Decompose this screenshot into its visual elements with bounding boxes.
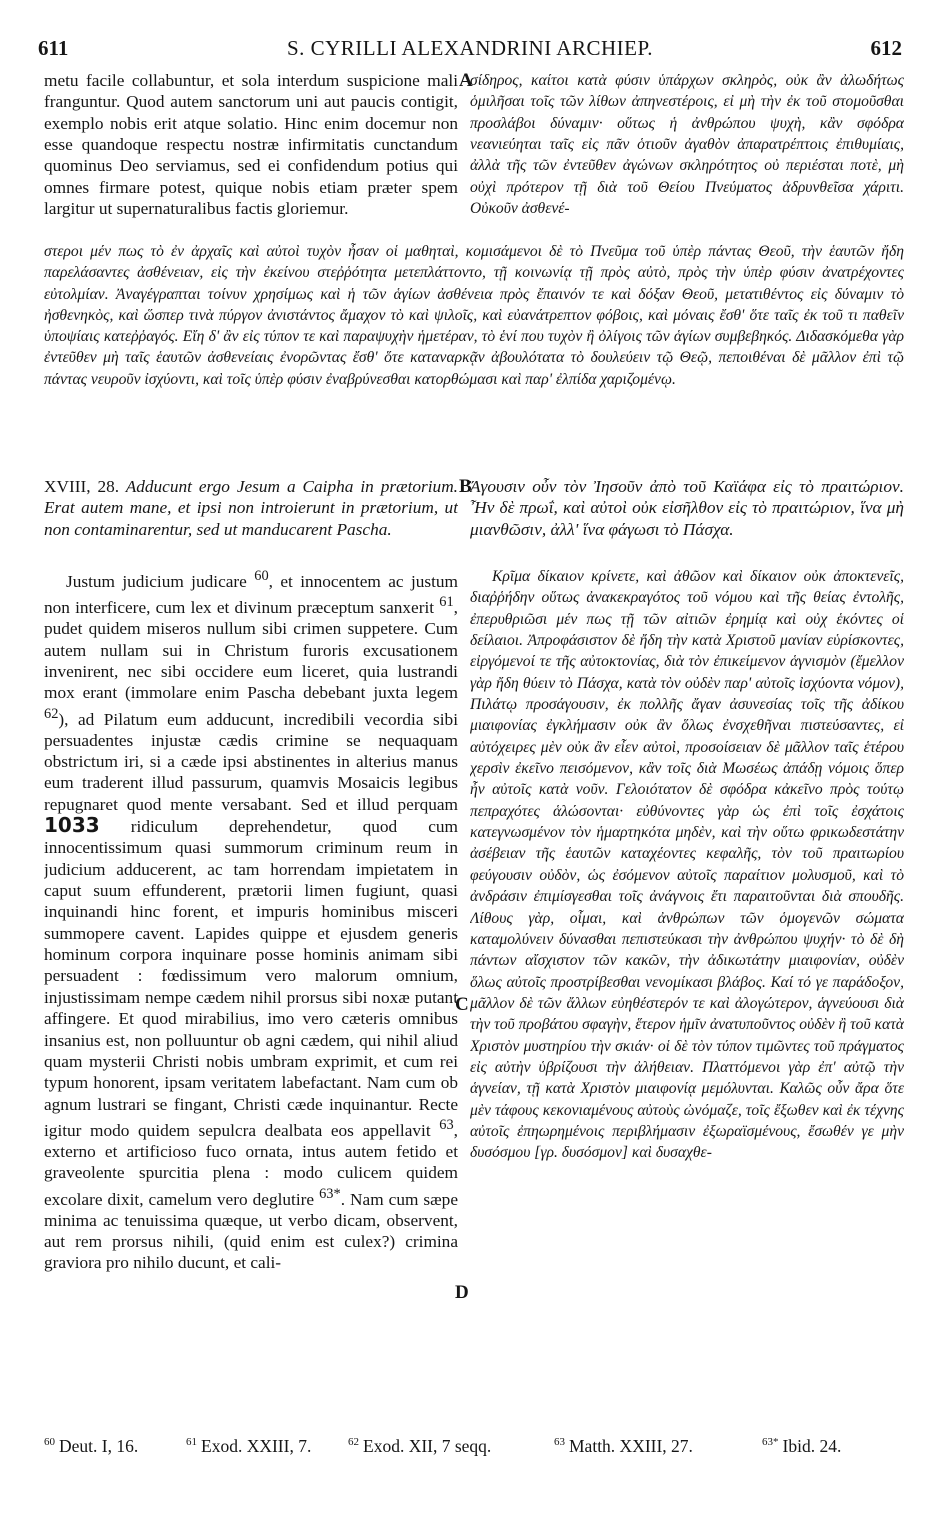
running-title: S. CYRILLI ALEXANDRINI ARCHIEP.: [286, 36, 654, 60]
latin-text: , pudet quidem miseros nullum sibi crimen suppetere. Cum autem nullam sui in Christum furoris excusationem invenirent, nec sibi occidere eum liceret, quia lustrandi mox erant (immolare enim Pascha debebant juxta legem: [44, 597, 458, 703]
margin-letter-b: B: [459, 476, 472, 497]
latin-text: , et innocentem ac justum non interficere, cum lex et divinum præceptum sanxerit: [44, 571, 458, 617]
footnote: $^{63}$ Matth. XXIII, 27.: [554, 1436, 693, 1456]
footnote-ref: 60: [254, 568, 269, 584]
latin-text: ), ad Pilatum eum adducunt, incredibili vecordia sibi persuadentes injustæ cædis crimine se nequaquam obstrictum iri, si a cæde ipsi abstinentes in alterius manus eum traderent illud passurum, quamvis Mosaicis legibus repugnaret quod mente versabant. Sed et illud perquam: [44, 709, 458, 814]
page-number-right: 612: [870, 36, 902, 60]
greek-verse: Ἄγουσιν οὖν τὸν Ἰησοῦν ἀπὸ τοῦ Καϊάφα εἰς τὸ πραιτώριον. Ἦν δὲ πρωΐ, καὶ αὐτοὶ οὐκ εἰσῆλθον εἰς τὸ πραιτώριον, ἵνα μὴ μιανθῶσιν, ἀλλ' ἵνα φάγωσι τὸ Πάσχα.: [470, 477, 904, 539]
footnote: $^{63*}$ Ibid. 24.: [762, 1436, 842, 1456]
footnotes: [44, 1436, 904, 1462]
greek-commentary: Κρῖμα δίκαιον κρίνετε, καὶ ἀθῶον καὶ δίκαιον οὐκ ἀποκτενεῖς, διαῤῥήδην οὕτως ἀνακεκραγότος τοῦ νόμου καὶ τῆς θείας ἐντολῆς, ἐπερυθριῶσι μέν πως τῇ τῶν αἰτιῶν ἐρημίᾳ καὶ οὐχ ἑκόντες οἱ δείλαιοι. Ἀπροφάσιστον δὲ ἤδη τὴν κατὰ Χριστοῦ μανίαν εὑρίσκοντες, εἰργόμενοί τε τῆς αὐτοκτονίας, διὰ τὸν ἐπικείμενον ἁγνισμὸν (ἔμελλον γὰρ ἤδη θύειν τὸ Πάσχα, κατὰ τὸν οὐδὲν παρ' αὐτοῖς ἰσχύοντα νόμον), Πιλάτῳ προσάγουσιν, ἐκ πολλῆς ἄγαν ἀσυνεσίας τοῖς τῆς ἀδίκου μιαιφονίας ἐγκλήμασιν οὐκ ἂν ὅλως ἐνσχεθῆναι πιστεύσαντες, εἰ αὐτόχειρες μὲν οὐκ ἂν εἶεν αὐτοὶ, προσοίσειαν δὲ μᾶλλον ταῖς ἑτέρου χερσὶν ἐκεῖνο πεισόμενον, κἂν τοῖς διὰ Μωσέως ἀπάδῃ νόμοις ὅπερ ἦν αὐτοῖς κατὰ νοῦν. Γελοιότατον δὲ σφόδρα κἀκεῖνο πρὸς τούτῳ πεπραχότες ἁλώσονται· εὐθύνοντες γὰρ ὡς ἐπὶ τοῖς ἐσχάτοις κατεγνωσμένον τὸν ἡμαρτηκότα μηδὲν, καὶ τὴν οὕτω φρικωδεστάτην ἀσέβειαν τῆς ἑαυτῶν καταχέοντες κεφαλῆς, τὸν τοῦ πραιτωρίου φεύγουσιν οὐδὸν, ὡς ἐσόμενον αὐτοῖς παραίτιον μολυσμοῦ, καὶ τὸ ἀνδράσιν ἐπιμίσγεσθαι τοῖς ἀνάγνοις ἔτι παραιτοῦνται διὰ σπουδῆς. Λίθους γὰρ, οἶμαι, καὶ ἀνθρώπων τῶν ὁμογενῶν σώματα καταμολύνειν δύνασθαι πεπιστεύκασι τὴν ἀνθρώπου ψυχήν· τὸ δὲ δὴ πάντων αἴσχιστον τῶν κακῶν, τὴν ἀδικωτάτην μιαιφονίαν, οὐδὲν ὅλως αὐτοῖς προστρίβεσθαι νενομίκασι βλάβος. Καί τό γε παράδοξον, μᾶλλον δὲ τῶν ἄλλων εὐηθέστερόν τε καὶ ἀλογώτερον, ἁγνεύουσι διὰ τὴν τοῦ προβάτου σφαγὴν, ἕτερον ἡμῖν ἀνατυποῦντος οὐδὲν ἢ τοῦ κατὰ Χριστὸν μυστηρίου τὴν σκιάν· οἱ δὲ τὸν τύπον τιμῶντες τοῦ πράγματος εἰς αὐτὴν ὑβρίζουσι τὴν ἀλήθειαν. Πλαττόμενοι γὰρ ἐπ' αὐτῷ τὴν ἁγνείαν, τῇ κατὰ Χριστὸν μιαιφονίᾳ μεμόλυνται. Καλῶς οὖν ἄρα ὅτε μὲν τάφους κεκονιαμένους αὐτοὺς ὠνόμαζε, τοῖς ἔξωθεν καὶ ἐκ τέχνης αὐτοῖς ἐπηωρημένοις περιβλήμασιν ἐξωραϊσμένους, ἔσωθέν γε μὴν δυσόσμου [γρ. δυσόσμον] καὶ δυσαχθε-: [470, 568, 904, 1162]
chapter-number: XVIII, 28.: [44, 477, 120, 496]
greek-column-top: σίδηρος, καίτοι κατὰ φύσιν ὑπάρχων σκληρὸς, οὐκ ἂν ἀλωδήτως ὁμιλῆσαι τοῖς τῶν λίθων ἀπηνεστέροις, εἰ μὴ τὴν ἐκ τοῦ στομοῦσθαι προσλάβοι δύναμιν· οὕτως ἡ ἀνθρώπου ψυχὴ, κἂν σφόδρα νεανιεύηται ταῖς εἰς πᾶν ὁτιοῦν ἀγαθὸν ἀπαρατρέπτοις ἐπιθυμίαις, ἀλλὰ τῆς τῶν ἐντεῦθεν ἀγώνων σκληρότητος οὐ περιέσται ποτὲ, μὴ οὐχὶ πρότερον τῇ διὰ τοῦ Θείου Πνεύματος ἀδρυνθεῖσα χάριτι. Οὐκοῦν ἀσθενέ-: [470, 72, 904, 218]
latin-text: . Nam cum sæpe minima ac tenuissima quæque, ut verbo dicam, observent, aut rem prorsus nihili, (quid enim est culex?) crimina graviora pro nihilo ducunt, et cali-: [44, 1189, 458, 1273]
footnote-ref: 63*: [319, 1185, 341, 1202]
margin-letter-c: C: [455, 994, 469, 1015]
margin-letter-d: D: [455, 1282, 469, 1303]
latin-text: Justum judicium judicare: [66, 571, 247, 591]
page-marker: 1033: [44, 813, 100, 838]
greek-full-width-paragraph: στεροι μέν πως τὸ ἐν ἀρχαῖς καὶ αὐτοὶ τυχὸν ἦσαν οἱ μαθηταὶ, κομισάμενοι δὲ τὸ Πνεῦμα τοῦ ὑπὲρ πάντας Θεοῦ, τὴν ἑαυτῶν ἤδη παρελάσαντες ἀσθένειαν, εἰς τὴν ἐκείνου στεῤῥότητα μετεπλάττοντο, τῇ κοινωνίᾳ τῇ πρὸς αὐτὸ, πρὸς τὴν ὑπὲρ φύσιν ἀνατρέχοντες εὐτολμίαν. Ἀναγέγραπται τοίνυν χρησίμως καὶ ἡ τῶν ἁγίων ἀσθένεια πρὸς ἔπαινόν τε καὶ δόξαν Θεοῦ, μετατιθέντος εἰς δύναμιν τὸ ἠσθενηκὸς, καὶ ὥσπερ τινὰ πύργον ἀνιστάντος ἄμαχον τὸ καὶ ψιλοῖς, καὶ εὐανάτρεπτον φόβοις, καὶ μόναις ἔσθ' ὅτε ταῖς ἐκ τοῦ τι παθεῖν ὑποψίαις κατεῤῥαγός. Εἴη δ' ἂν εἰς τύπον τε καὶ παραψυχὴν ἡμετέραν, τὸ ἑνί που τυχὸν ἢ ὀλίγοις τῶν ἁγίων συμβεβηκός. Διδασκόμεθα γὰρ ἐντεῦθεν μὴ ταῖς ἑαυτῶν ἀσθενείαις ἐνορῶντας ἔσθ' ὅτε καταναρκᾷν ἀβουλότατα τὸ δουλεύειν τῷ Θεῷ, πεποιθέναι δὲ μᾶλλον ἐπὶ τῷ πάντας νευροῦν ἰσχύοντι, καὶ τοῖς ὑπὲρ φύσιν ἐναβρύνεσθαι κατορθώμασι καὶ παρ' ἐλπίδα χαριζομένῳ.: [44, 243, 904, 388]
latin-column-top: metu facile collabuntur, et sola interdum suspicione mali franguntur. Quod autem sanctorum uni aut paucis contigit, exemplo nobis erit atque solatio. Hinc enim docemur non esse quandoque respectu nostræ infirmitatis cunctandum quominus Deo serviamus, sed ei confidendum potius qui omnes firmare potest, quique nobis etiam præter spem largitur ut supernaturalibus factis gloriemur.: [44, 71, 458, 219]
latin-commentary: [44, 566, 458, 1416]
footnote: $^{61}$ Exod. XXIII, 7.: [186, 1436, 312, 1456]
margin-letter-a: A: [459, 70, 473, 91]
latin-text: ridiculum deprehendetur, quod cum innocentissimum quasi summorum criminum reum in judicium adducerent, ac tam horrendam impietatem in caput suum effunderent, prætorii limen fugiunt, quasi inquinandi hinc forent, et impuris hominibus misceri summopere cavent. Lapides quippe et ejusdem generis hominum corpora inquinare posse hominis animam sibi persuadent : fœdissimum vero malorum omnium, injustissimam nempe cædem nihil prorsus sibi noxæ putant affingere. Et quod mirabilius, imo vero cæteris omnibus insanius est, non polluuntur ob agni cædem, qui nihil aliud quam mysterii Christi nobis umbram exprimit, et cum rei typum honorent, ipsam veritatem labefactant. Nam cum ob agnum lustrari se fingant, Christi cæde inquinantur. Recte igitur modo quidem sepulcra dealbata eos appellavit: [44, 817, 458, 1140]
footnote: $^{60}$ Deut. I, 16.: [44, 1436, 139, 1456]
footnote-ref: 61: [439, 594, 454, 611]
footnote-ref: 63: [439, 1116, 454, 1133]
footnote: $^{62}$ Exod. XII, 7 seqq.: [348, 1436, 492, 1456]
footnote-ref: 62: [44, 705, 59, 722]
latin-text: , externo et artificioso fuco ornata, intus autem fetido et graveolente spurcitia plena : modo culicem quidem excolare dixit, camelum vero deglutire: [44, 1120, 458, 1209]
running-head: [38, 36, 902, 66]
latin-chapter-heading: [44, 476, 458, 566]
page-number-left: 611: [38, 36, 69, 60]
latin-verse: Adducunt ergo Jesum a Caipha in prætorium. Erat autem mane, et ipsi non introierunt in prætorium, ut non contaminarentur, sed ut manducarent Pascha.: [44, 477, 458, 539]
